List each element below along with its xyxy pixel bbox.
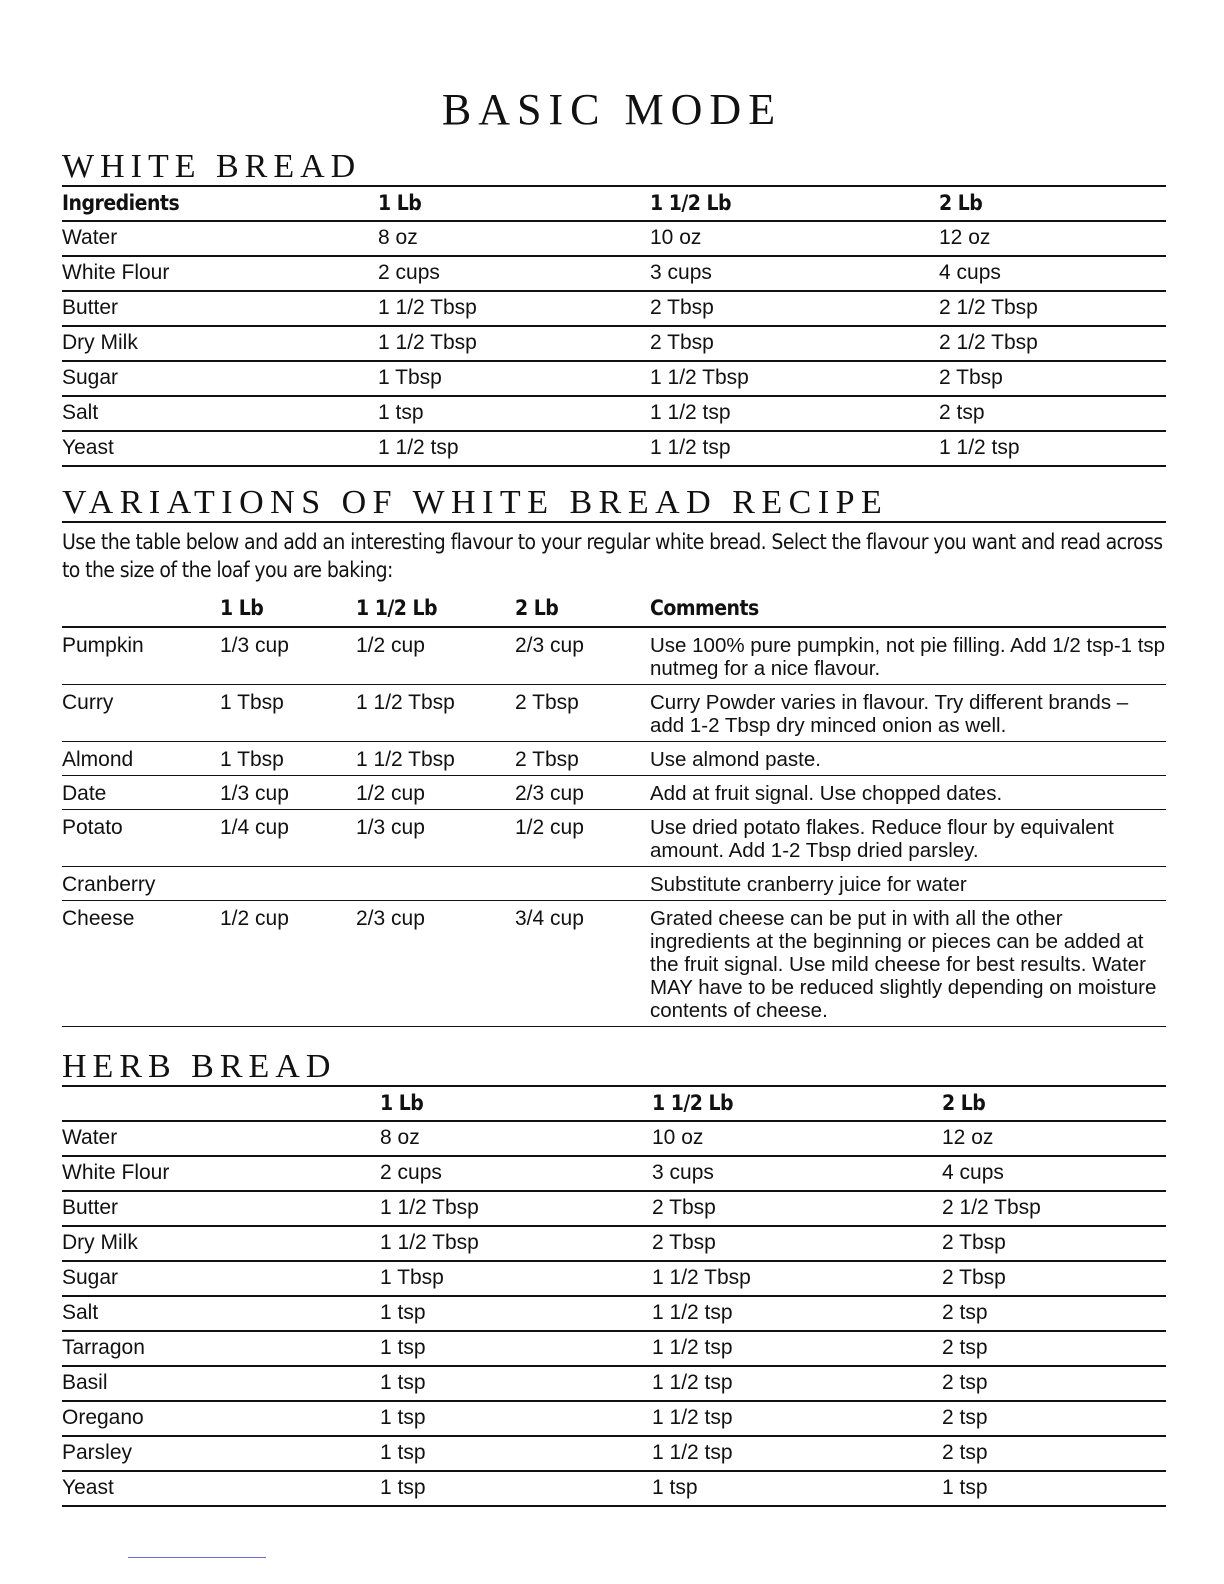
amount-cell: 1 1/2 Tbsp [356, 685, 515, 742]
amount-cell: 2/3 cup [515, 627, 650, 685]
header-cell [62, 593, 220, 627]
amount-cell: 1 tsp [378, 396, 650, 431]
amount-cell: 1 1/2 tsp [652, 1296, 942, 1331]
amount-cell: 1 1/2 tsp [650, 431, 939, 466]
table-row [62, 867, 1166, 901]
amount-cell: 2 Tbsp [650, 326, 939, 361]
ingredient-cell: Sugar [62, 361, 378, 396]
amount-cell: 2 cups [378, 256, 650, 291]
amount-cell: 2 1/2 Tbsp [939, 291, 1166, 326]
amount-cell: 1 tsp [380, 1436, 652, 1471]
table-row [62, 221, 1166, 256]
header-cell: Comments [650, 593, 1166, 627]
amount-cell: 10 oz [652, 1121, 942, 1156]
amount-cell: 2 Tbsp [652, 1226, 942, 1261]
table-header-row [62, 1087, 1166, 1121]
amount-cell: 2 Tbsp [942, 1261, 1166, 1296]
amount-cell: 1/2 cup [515, 810, 650, 867]
table-row [62, 776, 1166, 810]
amount-cell: 1 Tbsp [220, 685, 356, 742]
amount-cell [515, 867, 650, 901]
ingredient-cell: Basil [62, 1366, 380, 1401]
amount-cell [220, 867, 356, 901]
amount-cell: 3 cups [652, 1156, 942, 1191]
amount-cell: 2/3 cup [356, 901, 515, 1027]
ingredient-cell: Yeast [62, 431, 378, 466]
table-row [62, 431, 1166, 466]
amount-cell: 2 Tbsp [942, 1226, 1166, 1261]
table-row [62, 291, 1166, 326]
ingredient-cell: Butter [62, 1191, 380, 1226]
ingredient-cell: White Flour [62, 256, 378, 291]
amount-cell: 1 tsp [942, 1471, 1166, 1506]
table-row [62, 256, 1166, 291]
herb-bread-table [62, 1087, 1166, 1507]
amount-cell [356, 867, 515, 901]
amount-cell: 1 Tbsp [378, 361, 650, 396]
header-cell: 2 Lb [515, 593, 650, 627]
amount-cell: 2 cups [380, 1156, 652, 1191]
amount-cell: 1/3 cup [356, 810, 515, 867]
amount-cell: 2/3 cup [515, 776, 650, 810]
ingredient-cell: Pumpkin [62, 627, 220, 685]
amount-cell: 1 tsp [380, 1471, 652, 1506]
amount-cell: 2 tsp [942, 1331, 1166, 1366]
amount-cell: 2 tsp [942, 1366, 1166, 1401]
variations-top-rule [62, 521, 1166, 523]
ingredient-cell: Cranberry [62, 867, 220, 901]
comment-cell: Substitute cranberry juice for water [650, 867, 1166, 901]
amount-cell: 3 cups [650, 256, 939, 291]
amount-cell: 1 Tbsp [380, 1261, 652, 1296]
amount-cell: 1 1/2 tsp [652, 1331, 942, 1366]
table-row [62, 1401, 1166, 1436]
ingredient-cell: Salt [62, 396, 378, 431]
table-row [62, 627, 1166, 685]
header-cell: 1 Lb [380, 1087, 652, 1121]
table-row [62, 1121, 1166, 1156]
ingredient-cell: Yeast [62, 1471, 380, 1506]
amount-cell: 1/3 cup [220, 627, 356, 685]
white-bread-body [62, 221, 1166, 466]
ingredient-cell: Oregano [62, 1401, 380, 1436]
comment-cell: Use dried potato flakes. Reduce flour by equivalent amount. Add 1-2 Tbsp dried parsley. [650, 810, 1166, 867]
header-cell: 2 Lb [942, 1087, 1166, 1121]
amount-cell: 2 Tbsp [515, 685, 650, 742]
amount-cell: 1/2 cup [356, 627, 515, 685]
header-cell: 1 1/2 Lb [650, 187, 939, 221]
white-bread-title: WHITE BREAD [62, 148, 362, 185]
header-cell: Ingredients [62, 187, 378, 221]
comment-cell: Grated cheese can be put in with all the other ingredients at the beginning or pieces can be added at the fruit signal. Use mild cheese for best results. Water MAY have to be reduced slightly depending on moisture contents of cheese. [650, 901, 1166, 1027]
amount-cell: 1 tsp [652, 1471, 942, 1506]
amount-cell: 2 tsp [942, 1296, 1166, 1331]
comment-cell: Curry Powder varies in flavour. Try different brands – add 1-2 Tbsp dry minced onion as well. [650, 685, 1166, 742]
header-cell: 1 1/2 Lb [652, 1087, 942, 1121]
amount-cell: 1 1/2 Tbsp [652, 1261, 942, 1296]
table-row [62, 1156, 1166, 1191]
amount-cell: 1 1/2 Tbsp [380, 1191, 652, 1226]
amount-cell: 1 1/2 Tbsp [378, 291, 650, 326]
herb-bread-body [62, 1121, 1166, 1506]
amount-cell: 1 1/2 tsp [650, 396, 939, 431]
header-cell: 1 1/2 Lb [356, 593, 515, 627]
table-row [62, 361, 1166, 396]
amount-cell: 2 tsp [942, 1401, 1166, 1436]
ingredient-cell: Dry Milk [62, 1226, 380, 1261]
amount-cell: 2 tsp [939, 396, 1166, 431]
amount-cell: 1 1/2 Tbsp [380, 1226, 652, 1261]
table-row [62, 1296, 1166, 1331]
amount-cell: 1 tsp [380, 1296, 652, 1331]
ingredient-cell: Butter [62, 291, 378, 326]
header-cell: 1 Lb [220, 593, 356, 627]
amount-cell: 1 1/2 tsp [652, 1401, 942, 1436]
table-row [62, 810, 1166, 867]
table-row [62, 1436, 1166, 1471]
amount-cell: 2 Tbsp [939, 361, 1166, 396]
amount-cell: 12 oz [939, 221, 1166, 256]
amount-cell: 8 oz [380, 1121, 652, 1156]
ingredient-cell: Dry Milk [62, 326, 378, 361]
ingredient-cell: Date [62, 776, 220, 810]
herb-bread-title: HERB BREAD [62, 1048, 337, 1085]
amount-cell: 12 oz [942, 1121, 1166, 1156]
variations-table [62, 593, 1166, 1027]
ingredient-cell: Water [62, 221, 378, 256]
ingredient-cell: Cheese [62, 901, 220, 1027]
amount-cell: 1 tsp [380, 1366, 652, 1401]
amount-cell: 1 1/2 tsp [939, 431, 1166, 466]
amount-cell: 2 Tbsp [515, 742, 650, 776]
amount-cell: 1/4 cup [220, 810, 356, 867]
table-row [62, 1261, 1166, 1296]
table-row [62, 742, 1166, 776]
amount-cell: 4 cups [939, 256, 1166, 291]
footer-line [128, 1557, 266, 1558]
ingredient-cell: Parsley [62, 1436, 380, 1471]
page-title: BASIC MODE [441, 85, 783, 134]
variations-intro: Use the table below and add an interesting flavour to your regular white bread. Select the flavour you want and read across to the size of the loaf you are baking: [62, 530, 1163, 582]
ingredient-cell: Potato [62, 810, 220, 867]
table-row [62, 1331, 1166, 1366]
table-row [62, 685, 1166, 742]
amount-cell: 10 oz [650, 221, 939, 256]
ingredient-cell: Tarragon [62, 1331, 380, 1366]
amount-cell: 1 1/2 tsp [652, 1436, 942, 1471]
ingredient-cell: Salt [62, 1296, 380, 1331]
amount-cell: 8 oz [378, 221, 650, 256]
table-row [62, 1471, 1166, 1506]
header-cell: 2 Lb [939, 187, 1166, 221]
table-header-row [62, 593, 1166, 627]
table-row [62, 396, 1166, 431]
amount-cell: 1 1/2 Tbsp [378, 326, 650, 361]
amount-cell: 3/4 cup [515, 901, 650, 1027]
table-row [62, 901, 1166, 1027]
amount-cell: 1 1/2 Tbsp [650, 361, 939, 396]
amount-cell: 2 Tbsp [650, 291, 939, 326]
amount-cell: 1/3 cup [220, 776, 356, 810]
amount-cell: 1 tsp [380, 1331, 652, 1366]
table-header-row [62, 187, 1166, 221]
table-row [62, 326, 1166, 361]
amount-cell: 1/2 cup [356, 776, 515, 810]
amount-cell: 1 Tbsp [220, 742, 356, 776]
ingredient-cell: Almond [62, 742, 220, 776]
comment-cell: Use 100% pure pumpkin, not pie filling. Add 1/2 tsp-1 tsp nutmeg for a nice flavour. [650, 627, 1166, 685]
amount-cell: 2 Tbsp [652, 1191, 942, 1226]
amount-cell: 1 1/2 tsp [378, 431, 650, 466]
amount-cell: 2 1/2 Tbsp [942, 1191, 1166, 1226]
ingredient-cell: Sugar [62, 1261, 380, 1296]
amount-cell: 2 1/2 Tbsp [939, 326, 1166, 361]
variations-title: VARIATIONS OF WHITE BREAD RECIPE [62, 484, 889, 521]
amount-cell: 4 cups [942, 1156, 1166, 1191]
ingredient-cell: White Flour [62, 1156, 380, 1191]
table-row [62, 1191, 1166, 1226]
variations-body [62, 627, 1166, 1027]
amount-cell: 1/2 cup [220, 901, 356, 1027]
comment-cell: Use almond paste. [650, 742, 1166, 776]
amount-cell: 1 1/2 tsp [652, 1366, 942, 1401]
amount-cell: 1 1/2 Tbsp [356, 742, 515, 776]
table-row [62, 1366, 1166, 1401]
comment-cell: Add at fruit signal. Use chopped dates. [650, 776, 1166, 810]
ingredient-cell: Curry [62, 685, 220, 742]
table-row [62, 1226, 1166, 1261]
ingredient-cell: Water [62, 1121, 380, 1156]
amount-cell: 2 tsp [942, 1436, 1166, 1471]
header-cell [62, 1087, 380, 1121]
white-bread-table [62, 187, 1166, 467]
amount-cell: 1 tsp [380, 1401, 652, 1436]
header-cell: 1 Lb [378, 187, 650, 221]
